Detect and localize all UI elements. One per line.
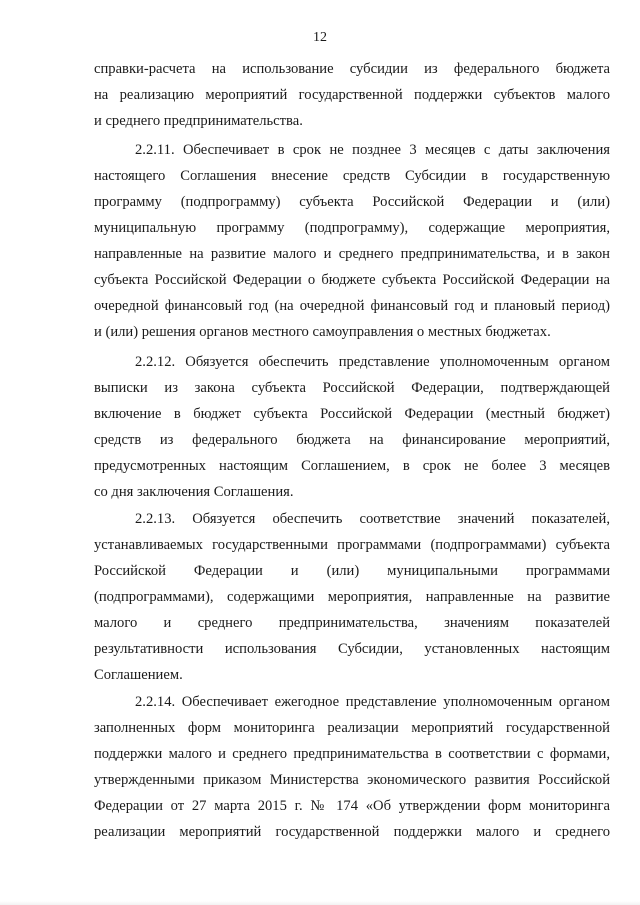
paragraph-2-2-12 xyxy=(94,349,610,505)
text-line: 2.2.11. Обеспечивает в срок не позднее 3 месяцев с даты заключения xyxy=(135,142,610,158)
text-line: утвержденными приказом Министерства экономического развития Российской xyxy=(94,772,610,788)
text-line: 2.2.13. Обязуется обеспечить соответствие значений показателей, xyxy=(135,511,610,527)
paragraph-continuation xyxy=(94,56,610,134)
text-line: (подпрограммами), содержащими мероприятия, направленные на развитие xyxy=(94,589,610,605)
text-line: и среднего предпринимательства. xyxy=(94,113,303,129)
text-line: Российской Федерации и (или) муниципальными программами xyxy=(94,563,610,579)
paragraph-2-2-14 xyxy=(94,689,610,845)
text-line: заполненных форм мониторинга реализации мероприятий государственной xyxy=(94,720,610,736)
text-line: устанавливаемых государственными программами (подпрограммами) субъекта xyxy=(94,537,610,553)
text-line: 2.2.14. Обеспечивает ежегодное представление уполномоченным органом xyxy=(135,694,610,710)
text-line: со дня заключения Соглашения. xyxy=(94,484,294,500)
text-line: настоящего Соглашения внесение средств Субсидии в государственную xyxy=(94,168,610,184)
text-line: предусмотренных настоящим Соглашением, в срок не более 3 месяцев xyxy=(94,458,610,474)
text-line: муниципальную программу (подпрограмму), содержащие мероприятия, xyxy=(94,220,610,236)
text-line: выписки из закона субъекта Российской Федерации, подтверждающей xyxy=(94,380,610,396)
text-line: на реализацию мероприятий государственной поддержки субъектов малого xyxy=(94,87,610,103)
text-line: и (или) решения органов местного самоуправления о местных бюджетах. xyxy=(94,324,551,340)
paragraph-2-2-13 xyxy=(94,506,610,688)
text-line: Соглашением. xyxy=(94,667,183,683)
text-line: результативности использования Субсидии, установленных настоящим xyxy=(94,641,610,657)
text-line: 2.2.12. Обязуется обеспечить представление уполномоченным органом xyxy=(135,354,610,370)
text-line: субъекта Российской Федерации о бюджете субъекта Российской Федерации на xyxy=(94,272,610,288)
page-number: 12 xyxy=(313,30,327,45)
text-line: реализации мероприятий государственной поддержки малого и среднего xyxy=(94,824,610,840)
text-line: программу (подпрограмму) субъекта Российской Федерации и (или) xyxy=(94,194,610,210)
text-line: очередной финансовый год (на очередной финансовый год и плановый период) xyxy=(94,298,610,314)
text-line: малого и среднего предпринимательства, значениям показателей xyxy=(94,615,610,631)
text-line: направленные на развитие малого и среднего предпринимательства, и в закон xyxy=(94,246,610,262)
page-bottom-edge xyxy=(0,901,640,905)
text-line: Федерации от 27 марта 2015 г. № 174 «Об утверждении форм мониторинга xyxy=(94,798,610,814)
text-line: включение в бюджет субъекта Российской Федерации (местный бюджет) xyxy=(94,406,610,422)
text-line: справки-расчета на использование субсидии из федерального бюджета xyxy=(94,61,610,77)
text-line: средств из федерального бюджета на финансирование мероприятий, xyxy=(94,432,610,448)
text-line: поддержки малого и среднего предпринимательства в соответствии с формами, xyxy=(94,746,610,762)
paragraph-2-2-11 xyxy=(94,137,610,345)
